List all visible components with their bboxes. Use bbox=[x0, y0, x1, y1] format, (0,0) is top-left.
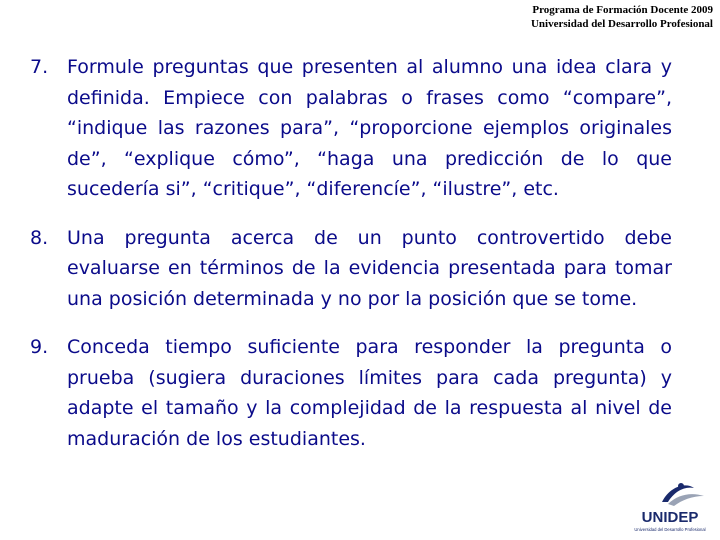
slide-header bbox=[531, 3, 713, 31]
item-number: 8. bbox=[30, 226, 49, 249]
logo-swoosh-shape bbox=[668, 494, 704, 506]
list-item bbox=[30, 223, 672, 315]
unidep-logo-graphic bbox=[624, 480, 716, 536]
program-title: Programa de Formación Docente 2009 bbox=[532, 4, 713, 16]
university-name: Universidad del Desarrollo Profesional bbox=[530, 18, 713, 30]
item-number: 9. bbox=[30, 336, 49, 358]
recommendations-list bbox=[30, 52, 672, 472]
item-number: 7. bbox=[30, 56, 49, 78]
item-text: Una pregunta acerca de un punto controvertido debe evaluarse en términos de la evidencia presentada para tomar una posición determinada y no por la posición que se tome. bbox=[67, 226, 672, 310]
item-text: Conceda tiempo suficiente para responder la pregunta o prueba (sugiera duraciones límites para cada pregunta) y adapte el tamaño y la complejidad de la respuesta al nivel de maduración de los estudiantes. bbox=[67, 336, 672, 450]
logo-tagline: Universidad del Desarrollo Profesional bbox=[634, 527, 706, 532]
list-item bbox=[30, 52, 672, 205]
list-item bbox=[30, 332, 672, 454]
unidep-logo bbox=[624, 480, 716, 536]
logo-wordmark: UNIDEP bbox=[641, 509, 699, 526]
logo-head-shape bbox=[678, 483, 684, 489]
item-text: Formule preguntas que presenten al alumno una idea clara y definida. Empiece con palabras o frases como “compare”, “indique las razones para”, “proporcione ejemplos originales de”, “explique cómo”, “haga una predicción de lo que sucedería si”, “critique”, “diferencíe”, “ilustre”, etc. bbox=[67, 56, 672, 200]
